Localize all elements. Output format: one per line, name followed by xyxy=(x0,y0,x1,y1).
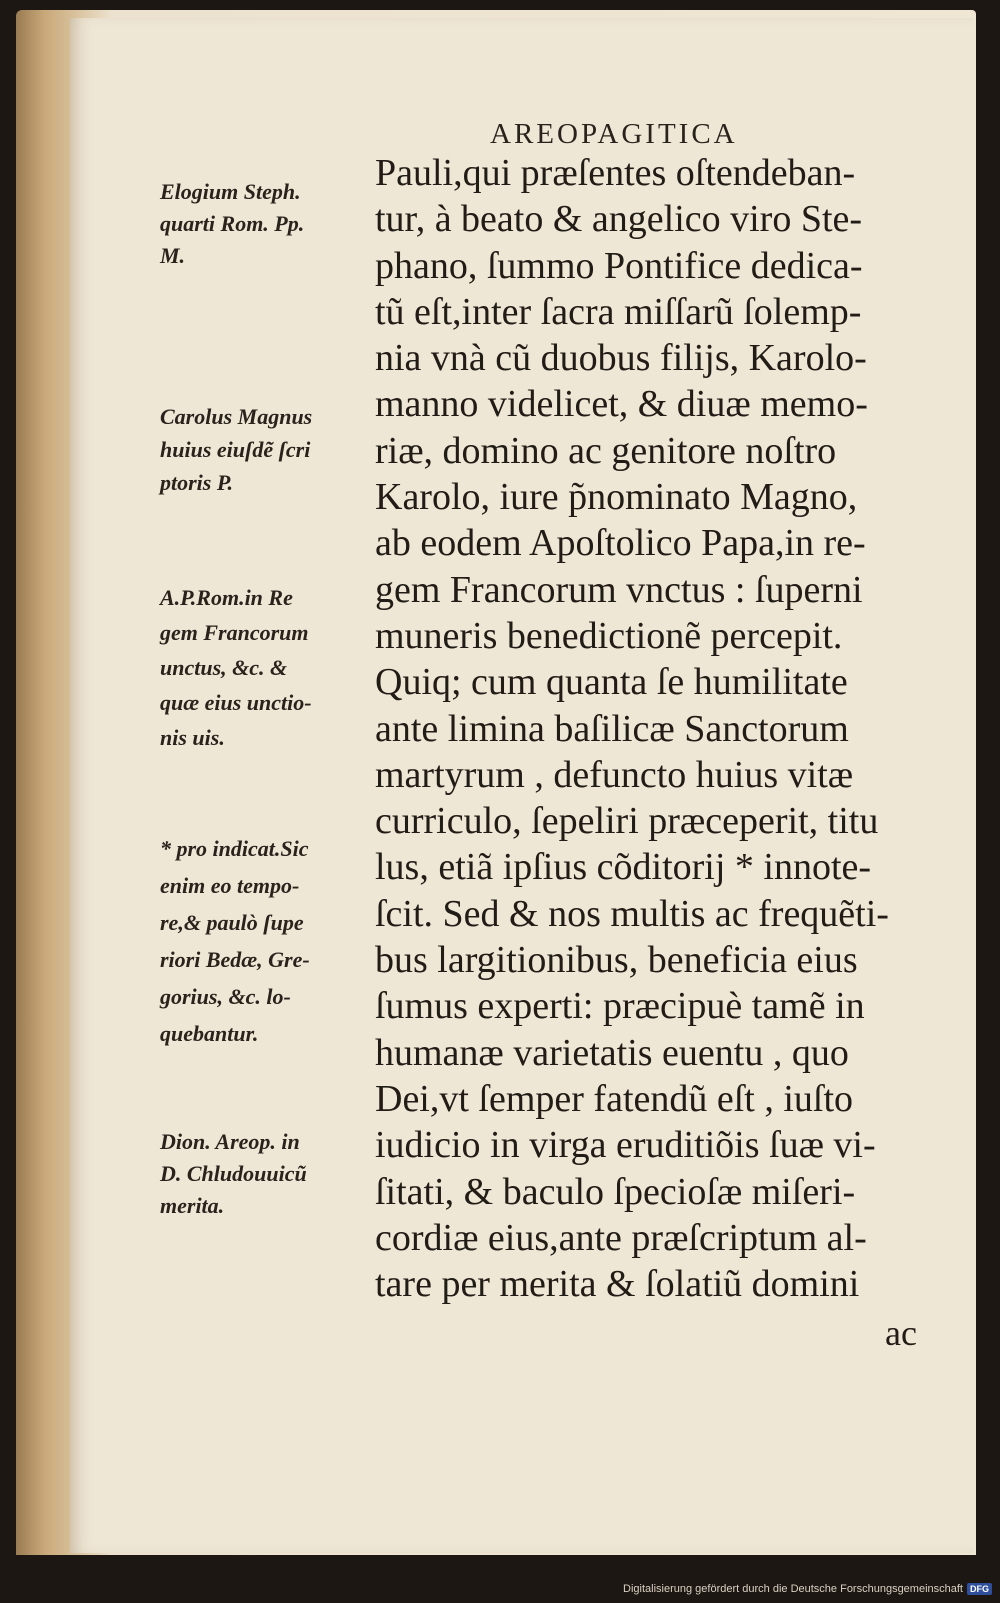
text-line: nia vnà cũ duobus filijs, Karolo- xyxy=(375,337,867,380)
text-line: Karolo, iure p̃nominato Magno, xyxy=(375,476,858,519)
main-text-block xyxy=(375,150,945,1307)
text-line: Quiq; cum quanta ſe humilitate xyxy=(375,661,848,704)
margin-note-line: huius eiuſdẽ ſcri xyxy=(160,437,311,462)
text-line: phano, ſummo Pontifice dedica- xyxy=(375,244,863,287)
catchword: ac xyxy=(885,1313,917,1353)
footer-text: Digitalisierung gefördert durch die Deutsche Forschungsgemeinschaft xyxy=(623,1583,963,1595)
margin-note-line: merita. xyxy=(160,1193,225,1218)
dfg-logo: DFG xyxy=(967,1583,992,1595)
margin-note-line: quebantur. xyxy=(160,1021,259,1046)
text-line: ſumus experti: præcipuè tamẽ in xyxy=(375,985,865,1028)
margin-note-line: A.P.Rom.in Re xyxy=(160,585,293,610)
text-line: tur, à beato & angelico viro Ste- xyxy=(375,198,863,241)
margin-note-line: Carolus Magnus xyxy=(160,404,313,429)
margin-note-2 xyxy=(160,400,370,499)
margin-note-1 xyxy=(160,176,370,272)
text-line: tũ eſt,inter ſacra miſſarũ ſolemp- xyxy=(375,290,862,333)
margin-note-line: M. xyxy=(160,243,186,268)
text-line: martyrum , defuncto huius vitæ xyxy=(375,753,854,796)
margin-note-line: unctus, &c. & xyxy=(160,655,288,680)
margin-note-line: quarti Rom. Pp. xyxy=(160,211,305,236)
text-line: Pauli,qui præſentes oſtendeban- xyxy=(375,152,856,194)
text-line: ab eodem Apoſtolico Papa,in re- xyxy=(375,522,866,565)
margin-note-4 xyxy=(160,830,370,1052)
margin-note-line: D. Chludouuicũ xyxy=(160,1161,307,1186)
margin-note-line: ptoris P. xyxy=(160,470,233,495)
margin-note-line: enim eo tempo- xyxy=(160,873,300,898)
running-head: AREOPAGITICA xyxy=(490,118,738,150)
text-line: curriculo, ſepeliri præceperit, titu xyxy=(375,800,879,843)
margin-note-line: gorius, &c. lo- xyxy=(160,984,291,1009)
text-line: muneris benedictionẽ percepit. xyxy=(375,614,843,657)
text-line: Dei,vt ſemper fatendũ eſt , iuſto xyxy=(375,1077,854,1120)
text-line: iudicio in virga eruditiõis ſuæ vi- xyxy=(375,1124,876,1167)
text-line: cordiæ eius,ante præſcriptum al- xyxy=(375,1216,867,1259)
margin-note-line: Elogium Steph. xyxy=(160,179,301,204)
text-line: humanæ varietatis euentu , quo xyxy=(375,1031,849,1074)
text-line: ante limina baſilicæ Sanctorum xyxy=(375,707,849,750)
text-line: bus largitionibus, beneficia eius xyxy=(375,939,858,982)
text-line: manno videlicet, & diuæ memo- xyxy=(375,383,868,426)
text-line: lus, etiã ipſius cõditorij * innote- xyxy=(375,846,872,889)
margin-note-line: quæ eius unctio- xyxy=(160,690,312,715)
footer xyxy=(623,1583,992,1595)
margin-note-line: gem Francorum xyxy=(160,620,309,645)
text-line: ſitati, & baculo ſpecioſæ miſeri- xyxy=(375,1170,856,1213)
margin-note-line: Dion. Areop. in xyxy=(160,1129,300,1154)
text-line: ſcit. Sed & nos multis ac frequẽti- xyxy=(375,892,889,935)
margin-note-line: riori Bedæ, Gre- xyxy=(160,947,310,972)
text-line: tare per merita & ſolatiũ domini xyxy=(375,1263,860,1306)
text-line: gem Francorum vnctus : ſuperni xyxy=(375,568,863,611)
margin-note-line: re,& paulò ſupe xyxy=(160,910,304,935)
margin-note-5 xyxy=(160,1126,370,1222)
text-line: riæ, domino ac genitore noſtro xyxy=(375,429,837,472)
margin-note-3 xyxy=(160,580,370,755)
margin-note-line: nis uis. xyxy=(160,725,225,750)
margin-note-line: * pro indicat.Sic xyxy=(160,836,309,861)
